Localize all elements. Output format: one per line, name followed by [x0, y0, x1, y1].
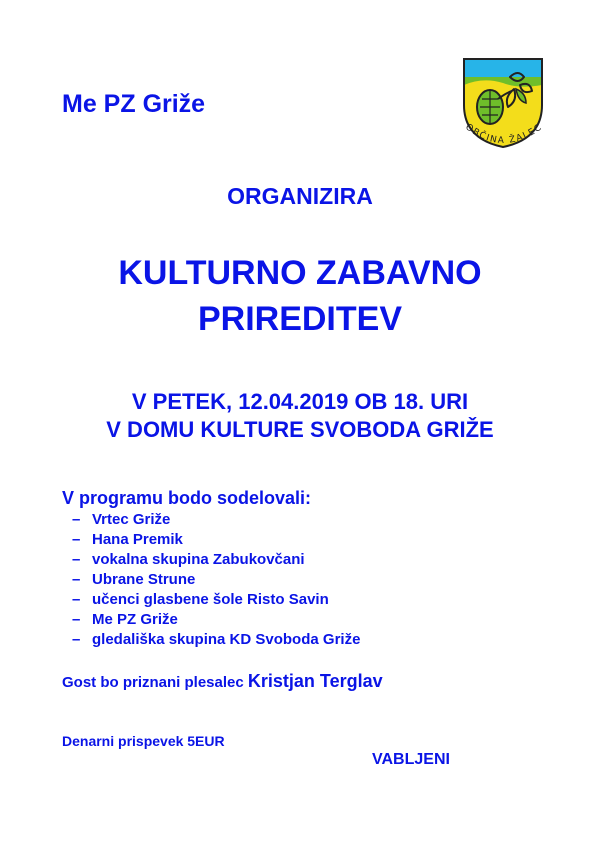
organizer-name: Me PZ Griže — [62, 90, 206, 118]
list-dash: – — [72, 571, 81, 588]
list-item — [72, 630, 360, 650]
guest-intro: Gost bo priznani plesalec — [62, 674, 244, 691]
list-dash: – — [72, 591, 81, 608]
obcina-zalec-logo — [458, 55, 550, 155]
program-heading: V programu bodo sodelovali: — [62, 488, 312, 508]
list-item — [72, 530, 360, 550]
program-item-label: vokalna skupina Zabukovčani — [92, 551, 305, 568]
list-item — [72, 510, 360, 530]
list-dash: – — [72, 531, 81, 548]
guest-name: Kristjan Terglav — [247, 671, 383, 691]
program-list — [72, 510, 360, 650]
event-details — [0, 388, 600, 444]
program-item-label: Me PZ Griže — [92, 611, 178, 628]
entry-fee: Denarni prispevek 5EUR — [62, 733, 225, 749]
program-item-label: Hana Premik — [92, 531, 183, 548]
program-item-label: Ubrane Strune — [92, 571, 196, 588]
program-item-label: gledališka skupina KD Svoboda Griže — [92, 631, 361, 648]
event-title-line2: PRIREDITEV — [197, 300, 403, 338]
event-title — [0, 250, 600, 342]
event-venue: V DOMU KULTURE SVOBODA GRIŽE — [106, 417, 494, 442]
program-item-label: učenci glasbene šole Risto Savin — [92, 591, 329, 608]
event-date: V PETEK, 12.04.2019 OB 18. URI — [131, 389, 469, 414]
event-title-line1: KULTURNO ZABAVNO — [118, 254, 482, 292]
program-item-label: Vrtec Griže — [92, 511, 171, 528]
list-item — [72, 570, 360, 590]
list-item — [72, 590, 360, 610]
list-dash: – — [72, 631, 81, 648]
logo-caption: OBČINA ŽALEC — [463, 122, 545, 147]
list-dash: – — [72, 511, 81, 528]
guest-line — [62, 671, 383, 692]
organizira-heading: ORGANIZIRA — [227, 183, 373, 209]
list-item — [72, 610, 360, 630]
list-dash: – — [72, 551, 81, 568]
welcome-text: VABLJENI — [372, 751, 450, 768]
list-item — [72, 550, 360, 570]
list-dash: – — [72, 611, 81, 628]
